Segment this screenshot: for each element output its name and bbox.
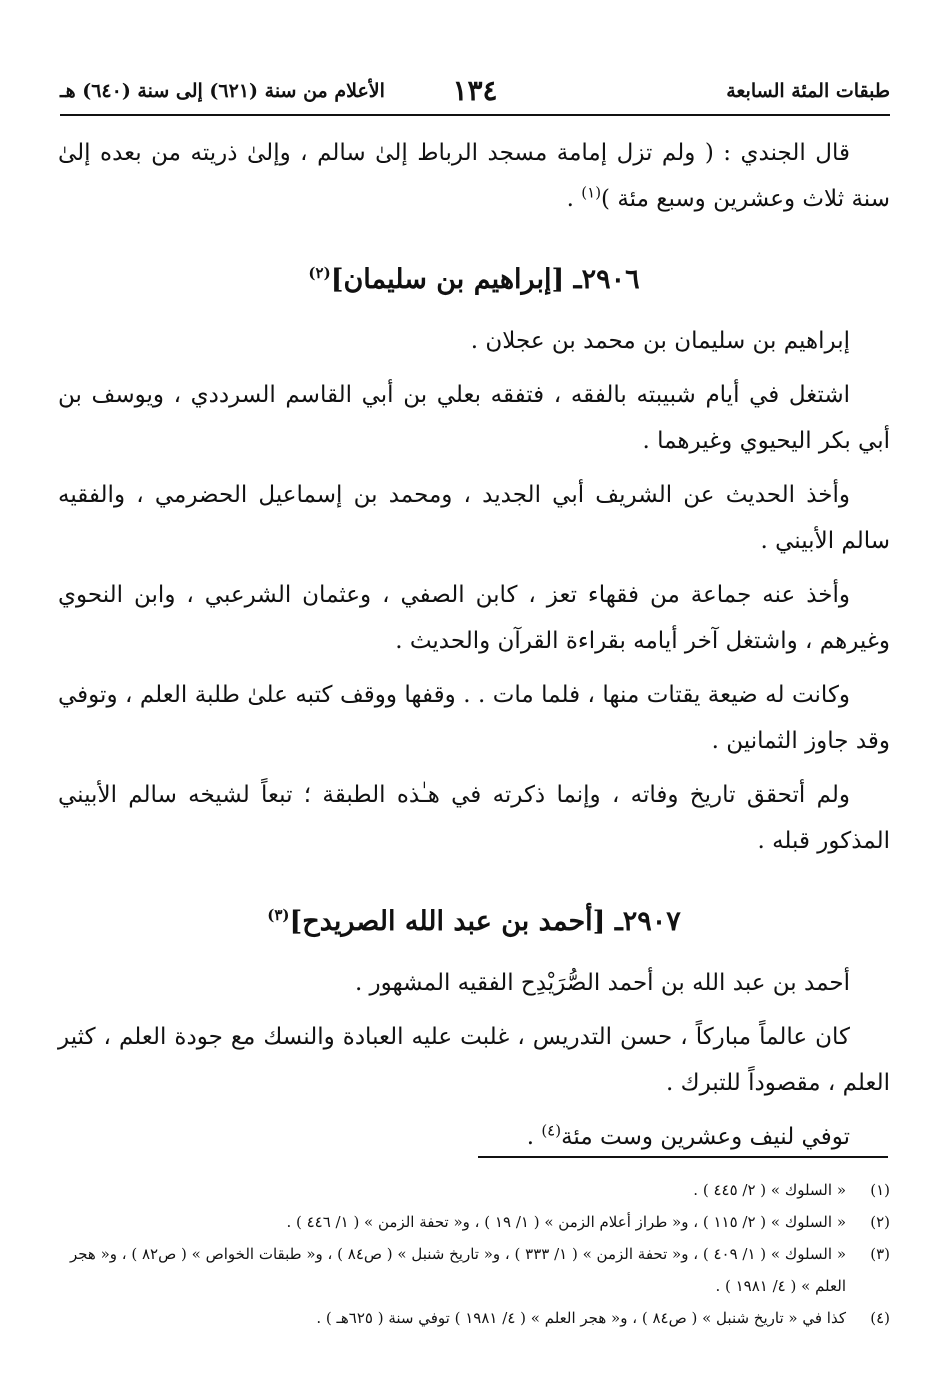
footnote-ref-1: (١) [581, 183, 602, 202]
footnote-item [58, 1302, 890, 1334]
footnote-item [58, 1238, 890, 1302]
entry-paragraph: أحمد بن عبد الله بن أحمد الصُّرَيْدِح الفقيه المشهور . [354, 970, 850, 996]
footnote-number: (١) [870, 1181, 890, 1199]
footnote-text: « السلوك » ( ١/ ٤٠٩ ) ، و« تحفة الزمن » ( ١/ ٣٣٣ ) ، و« تاريخ شنبل » ( ص٨٤ ) ، و« طبقات الخواص » ( ص٨٢ ) ، و« هجر العلم » ( ٤/ ١٩٨١ ) . [69, 1245, 846, 1295]
running-header [60, 74, 890, 116]
footnote-item [58, 1174, 890, 1206]
entry-paragraph: وكانت له ضيعة يقتات منها ، فلما مات . . وقفها ووقف كتبه علىٰ طلبة العلم ، وتوفي وقد جاوز الثمانين . [58, 682, 890, 754]
main-text [58, 130, 890, 1168]
footnote-number: (٤) [870, 1309, 890, 1327]
entry-paragraph: كان عالماً مباركاً ، حسن التدريس ، غلبت عليه العبادة والنسك مع جودة العلم ، كثير العلم ، مقصوداً للتبرك . [58, 1024, 890, 1096]
footnote-ref-3: (٣) [267, 906, 290, 924]
page-number: ١٣٤ [452, 74, 498, 107]
entry-title: ٢٩٠٧ـ [أحمد بن عبد الله الصريدح] [289, 906, 681, 937]
intro-paragraph [58, 130, 890, 222]
footnote-divider [478, 1156, 888, 1158]
entry-paragraph [58, 1114, 890, 1160]
intro-text: قال الجندي : ( ولم تزل إمامة مسجد الرباط إلىٰ سالم ، وإلىٰ ذريته من بعده إلىٰ سنة ثلاث وعشرين وسبع مئة ) [58, 140, 890, 212]
footnote-text: « السلوك » ( ٢/ ٤٤٥ ) . [693, 1181, 846, 1199]
entry-paragraph: ولم أتحقق تاريخ وفاته ، وإنما ذكرته في هـٰذه الطبقة ؛ تبعاً لشيخه سالم الأبيني المذكور قبله . [58, 782, 890, 854]
entry-paragraph: وأخذ عنه جماعة من فقهاء تعز ، كابن الصفي ، وعثمان الشرعبي ، وابن النحوي وغيرهم ، واشتغل آخر أيامه بقراءة القرآن والحديث . [58, 582, 890, 654]
footnote-number: (٣) [870, 1245, 890, 1263]
header-range-title: الأعلام من سنة (٦٢١) إلى سنة (٦٤٠) هـ [60, 80, 385, 102]
entry-text-end: . [526, 1124, 542, 1150]
entry-heading-2907 [58, 902, 890, 942]
entry-paragraph: إبراهيم بن سليمان بن محمد بن عجلان . [470, 328, 850, 354]
entry-paragraph: وأخذ الحديث عن الشريف أبي الجديد ، ومحمد بن إسماعيل الحضرمي ، والفقيه سالم الأبيني . [58, 482, 890, 554]
footnote-number: (٢) [870, 1213, 890, 1231]
header-section-title: طبقات المئة السابعة [726, 80, 890, 102]
entry-paragraph: اشتغل في أيام شبيبته بالفقه ، فتفقه بعلي بن أبي القاسم السرددي ، ويوسف بن أبي بكر اليحيوي وغيرهما . [58, 382, 890, 454]
entry-text: توفي لنيف وعشرين وست مئة [561, 1124, 850, 1150]
footnote-ref-2: (٢) [308, 264, 331, 282]
intro-end: . [566, 186, 582, 212]
entry-heading-2906 [58, 260, 890, 300]
footnote-text: كذا في « تاريخ شنبل » ( ص٨٤ ) ، و« هجر العلم » ( ٤/ ١٩٨١ ) توفي سنة ( ٦٢٥هـ ) . [316, 1309, 846, 1327]
footnote-item [58, 1206, 890, 1238]
footnotes [58, 1174, 890, 1334]
entry-title: ٢٩٠٦ـ [إبراهيم بن سليمان] [330, 264, 640, 295]
footnote-text: « السلوك » ( ٢/ ١١٥ ) ، و« طراز أعلام الزمن » ( ١/ ١٩ ) ، و« تحفة الزمن » ( ١/ ٤٤٦ ) . [286, 1213, 846, 1231]
footnote-ref-4: (٤) [541, 1121, 562, 1140]
